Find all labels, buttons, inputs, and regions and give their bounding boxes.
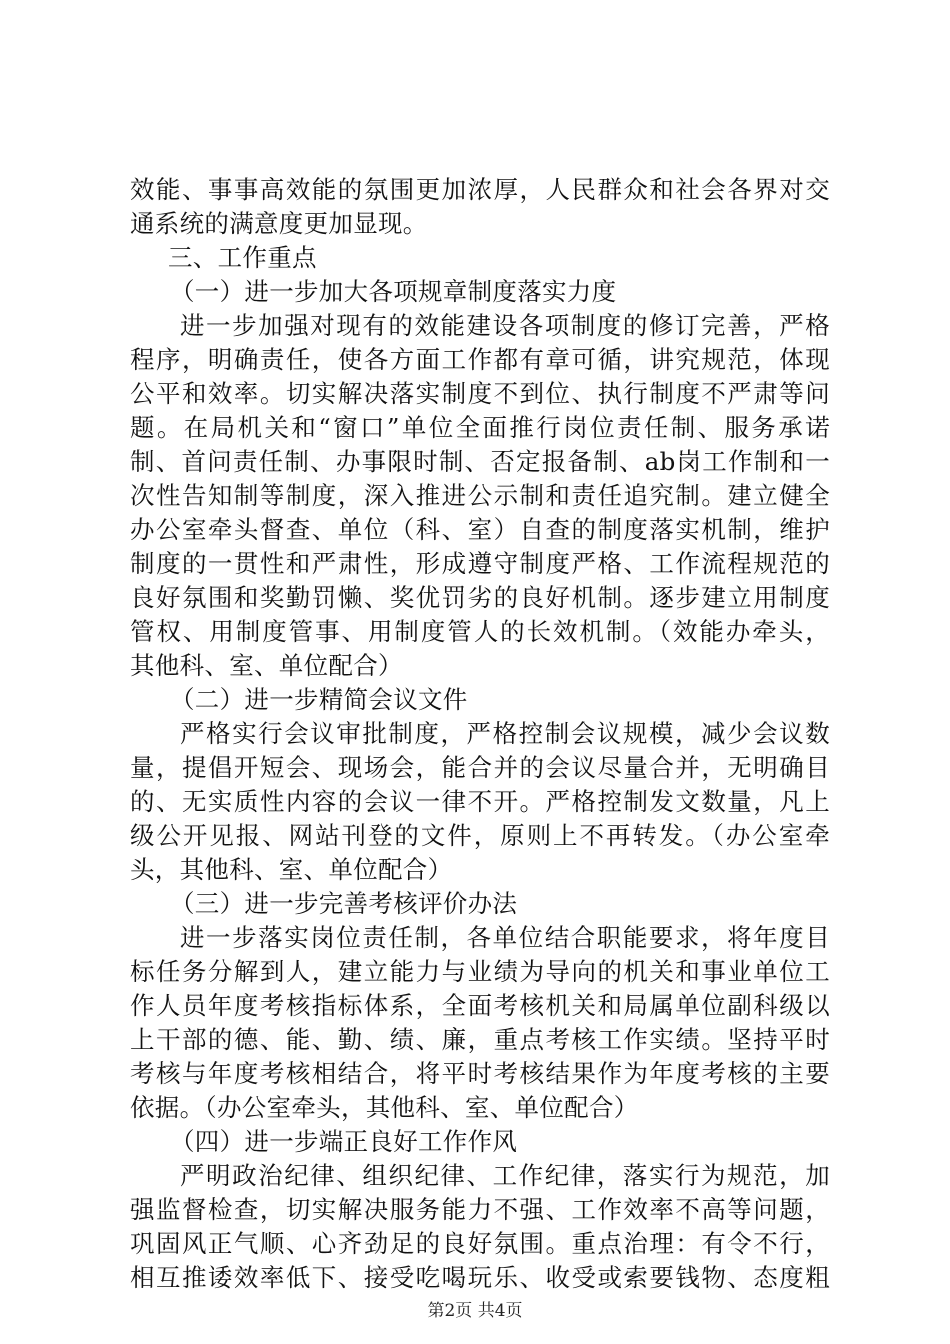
text-line: 公平和效率。切实解决落实制度不到位、执行制度不严肃等问: [130, 379, 830, 408]
text-line: 程序，明确责任，使各方面工作都有章可循，讲究规范，体现: [130, 345, 830, 374]
text-line: 通系统的满意度更加显现。: [130, 209, 428, 238]
text-line: 制度的一贯性和严肃性，形成遵守制度严格、工作流程规范的: [130, 549, 830, 578]
page-number-footer: 第2页 共4页: [427, 1301, 523, 1321]
text-line: 进一步加强对现有的效能建设各项制度的修订完善，严格: [180, 311, 830, 340]
text-line: 作人员年度考核指标体系，全面考核机关和局属单位副科级以: [130, 991, 830, 1020]
text-line: 严明政治纪律、组织纪律、工作纪律，落实行为规范，加: [180, 1161, 830, 1190]
text-line: 的、无实质性内容的会议一律不开。严格控制发文数量，凡上: [130, 787, 830, 816]
subsection-heading: （三）进一步完善考核评价办法: [170, 889, 518, 918]
text-line: 强监督检查，切实解决服务能力不强、工作效率不高等问题，: [130, 1195, 830, 1224]
subsection-heading: （四）进一步端正良好工作作风: [170, 1127, 518, 1156]
text-line: 依据。（办公室牵头，其他科、室、单位配合）: [130, 1093, 639, 1122]
text-line: 进一步落实岗位责任制，各单位结合职能要求，将年度目: [180, 923, 830, 952]
text-line: 效能、事事高效能的氛围更加浓厚，人民群众和社会各界对交: [130, 175, 830, 204]
text-line: 良好氛围和奖勤罚懒、奖优罚劣的良好机制。逐步建立用制度: [130, 583, 830, 612]
text-line: 上干部的德、能、勤、绩、廉，重点考核工作实绩。坚持平时: [130, 1025, 830, 1054]
text-line: 题。在局机关和“窗口”单位全面推行岗位责任制、服务承诺: [130, 413, 830, 442]
text-line: 相互推诿效率低下、接受吃喝玩乐、收受或索要钱物、态度粗: [130, 1263, 830, 1292]
text-line: 其他科、室、单位配合）: [130, 651, 403, 680]
text-line: 严格实行会议审批制度，严格控制会议规模，减少会议数: [180, 719, 830, 748]
text-line: 办公室牵头督查、单位（科、室）自查的制度落实机制，维护: [130, 515, 830, 544]
text-line: 标任务分解到人，建立能力与业绩为导向的机关和事业单位工: [130, 957, 830, 986]
text-line: 量，提倡开短会、现场会，能合并的会议尽量合并，无明确目: [130, 753, 830, 782]
text-line: 制、首问责任制、办事限时制、否定报备制、ab岗工作制和一: [130, 447, 830, 476]
text-line: 头，其他科、室、单位配合）: [130, 855, 453, 884]
text-line: 次性告知制等制度，深入推进公示制和责任追究制。建立健全: [130, 481, 830, 510]
text-line: 级公开见报、网站刊登的文件，原则上不再转发。（办公室牵: [130, 821, 830, 850]
subsection-heading: （二）进一步精简会议文件: [170, 685, 468, 714]
text-line: 管权、用制度管事、用制度管人的长效机制。（效能办牵头，: [130, 617, 830, 646]
text-line: 巩固风正气顺、心齐劲足的良好氛围。重点治理：有令不行，: [130, 1229, 830, 1258]
subsection-heading: （一）进一步加大各项规章制度落实力度: [170, 277, 617, 306]
section-heading: 三、工作重点: [168, 243, 317, 272]
text-line: 考核与年度考核相结合，将平时考核结果作为年度考核的主要: [130, 1059, 830, 1088]
